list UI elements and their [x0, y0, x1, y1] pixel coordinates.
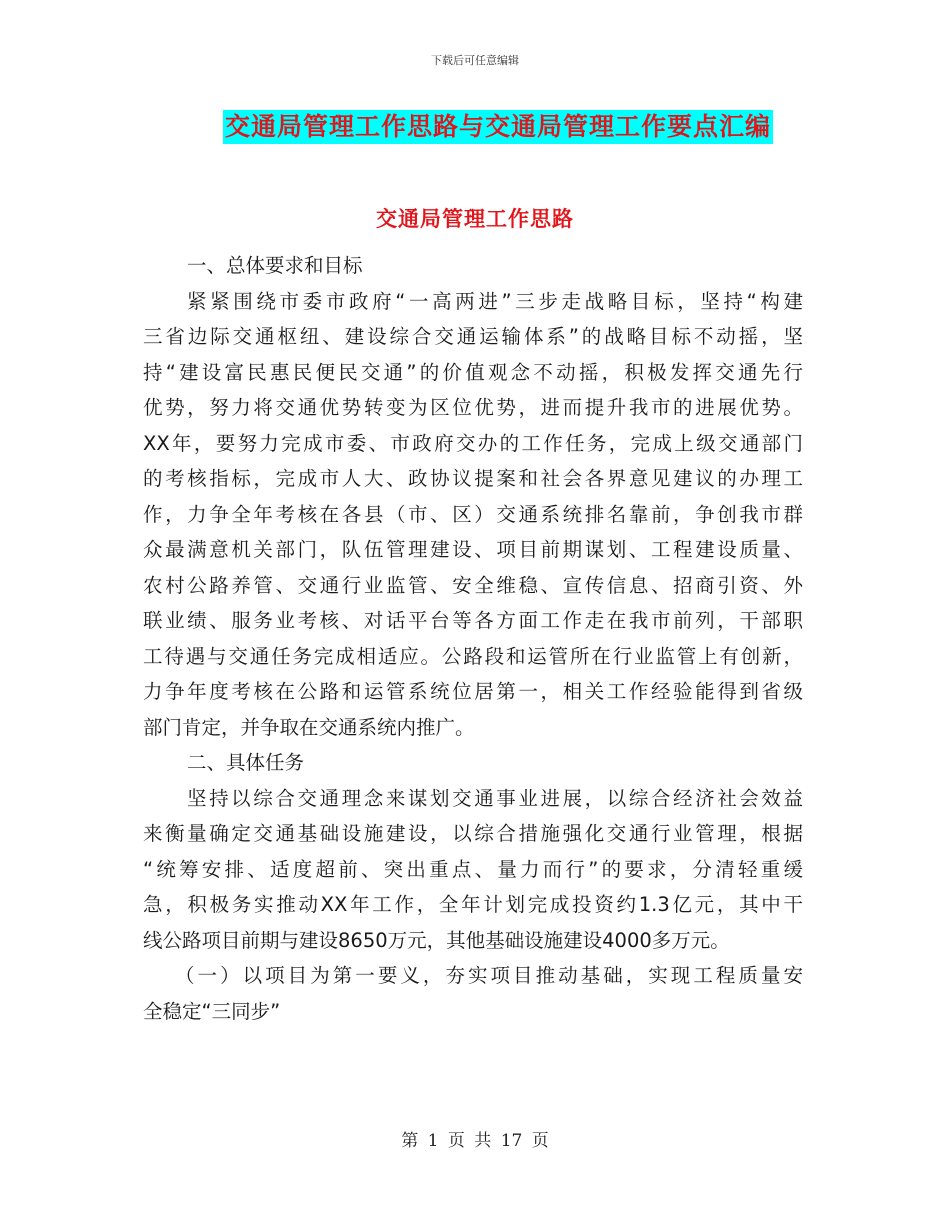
- document-body: [143, 248, 803, 1029]
- paragraph-line: 线公路项目前期与建设8650万元，其他基础设施建设4000多万元。: [143, 928, 730, 952]
- paragraph-line: 部门肯定，并争取在交通系统内推广。: [143, 715, 475, 739]
- paragraph-line: 紧紧围绕市委市政府“一高两进”三步走战略目标，坚持“构建: [187, 289, 803, 313]
- page-number-footer: 第 1 页 共 17 页: [401, 1131, 549, 1151]
- heading-overall-goals: 一、总体要求和目标: [187, 254, 363, 277]
- section-title: 交通局管理工作思路: [376, 207, 574, 231]
- paragraph-line: “统筹安排、适度超前、突出重点、量力而行”的要求，分清轻重缓: [143, 857, 803, 881]
- paragraph-line: 农村公路养管、交通行业监管、安全维稳、宣传信息、招商引资、外: [143, 573, 803, 597]
- paragraph-line: 作，力争全年考核在各县（市、区）交通系统排名靠前，争创我市群: [143, 502, 803, 526]
- paragraph-line: 坚持以综合交通理念来谋划交通事业进展，以综合经济社会效益: [187, 786, 803, 810]
- paragraph-line: 持“建设富民惠民便民交通”的价值观念不动摇，积极发挥交通先行: [143, 360, 803, 384]
- paragraph-line: 的考核指标，完成市人大、政协议提案和社会各界意见建议的办理工: [143, 467, 803, 490]
- heading-specific-tasks: 二、具体任务: [187, 751, 305, 774]
- paragraph-line: 三省边际交通枢纽、建设综合交通运输体系”的战略目标不动摇，坚: [143, 325, 803, 348]
- paragraph-line: 力争年度考核在公路和运管系统位居第一，相关工作经验能得到省级: [143, 680, 803, 703]
- paragraph-line: 急，积极务实推动XX年工作，全年计划完成投资约1.3亿元，其中干: [143, 893, 803, 916]
- paragraph-line: 工待遇与交通任务完成相适应。公路段和运管所在行业监管上有创新，: [143, 644, 803, 668]
- paragraph-line: 来衡量确定交通基础设施建设，以综合措施强化交通行业管理，根据: [143, 822, 803, 845]
- paragraph-line: 联业绩、服务业考核、对话平台等各方面工作走在我市前列，干部职: [143, 609, 803, 632]
- paragraph-line: XX年，要努力完成市委、市政府交办的工作任务，完成上级交通部门: [143, 431, 803, 455]
- paragraph-line: 众最满意机关部门，队伍管理建设、项目前期谋划、工程建设质量、: [143, 538, 803, 561]
- subheading-line: 全稳定“三同步”: [143, 999, 281, 1023]
- document-title: [0, 110, 950, 144]
- document-title-text: 交通局管理工作思路与交通局管理工作要点汇编: [223, 110, 773, 144]
- page-header-note: 下载后可任意编辑: [431, 54, 519, 67]
- subheading-line: （一）以项目为第一要义，夯实项目推动基础，实现工程质量安: [175, 964, 803, 987]
- paragraph-line: 优势，努力将交通优势转变为区位优势，进而提升我市的进展优势。: [143, 396, 803, 419]
